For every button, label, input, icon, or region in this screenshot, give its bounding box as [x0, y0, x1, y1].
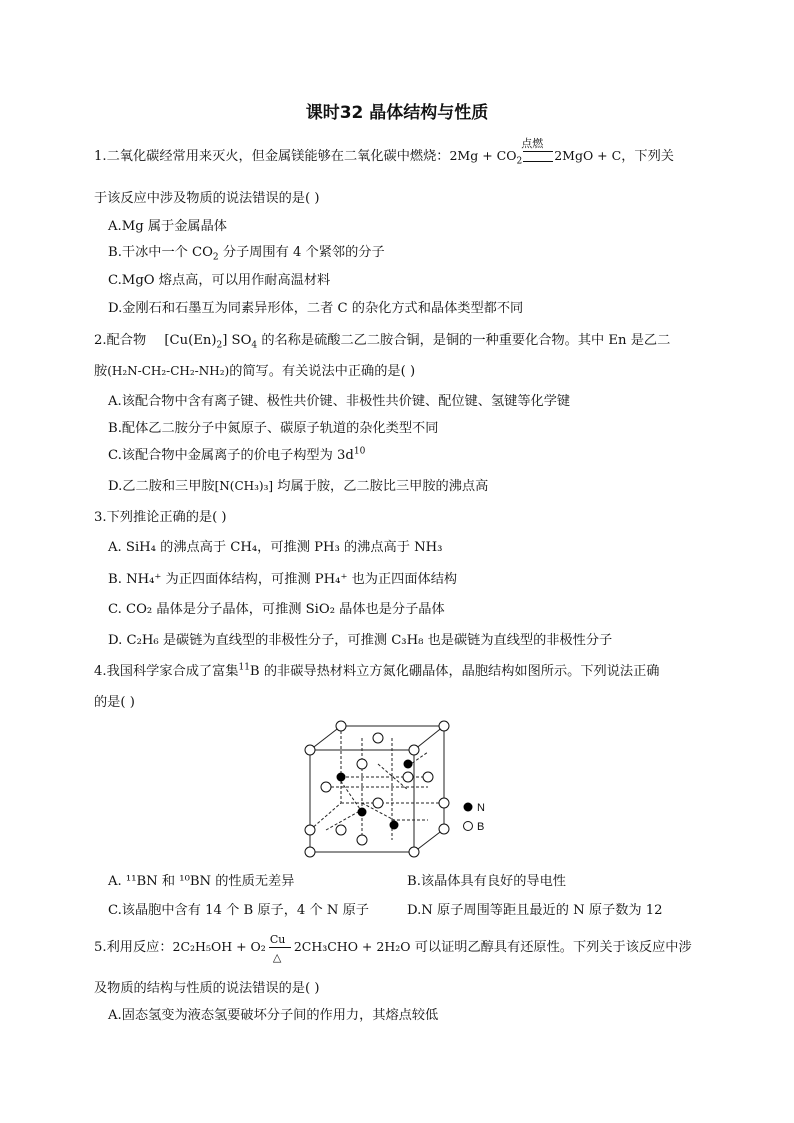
q2-complex-formula: $[Cu(En)_2]$ $SO_4$	[164, 333, 258, 351]
boron-atom	[439, 798, 449, 808]
nitrogen-atom	[358, 808, 367, 817]
page-title: 课时32 晶体结构与性质	[305, 103, 489, 123]
q1-stem	[94, 137, 674, 167]
q4-stem-line2: 的是( )	[94, 695, 135, 710]
boron-atom	[373, 733, 383, 743]
q5-equation: 2C₂H₅OH + O₂ Cu △ 2CH₃CHO + 2H₂O	[173, 939, 411, 954]
boron-nitride-unit-cell-diagram	[298, 712, 508, 862]
q2-option-b: B.配体乙二胺分子中氮原子、碳原子轨道的杂化类型不同	[108, 421, 439, 436]
boron-atom	[321, 782, 331, 792]
q1-option-d: D.金刚石和石墨互为同素异形体，二者 C 的杂化方式和晶体类型都不同	[108, 301, 524, 316]
q2-option-d: D.乙二胺和三甲胺[N(CH₃)₃] 均属于胺，乙二胺比三甲胺的沸点高	[108, 479, 489, 494]
reaction-arrow-icon	[521, 137, 553, 162]
q3-stem: 3.下列推论正确的是( )	[94, 510, 227, 525]
boron-atom	[336, 825, 346, 835]
q2-ethylenediamine-formula: (H₂N-CH₂-CH₂-NH₂)	[107, 364, 230, 378]
boron-atom	[336, 721, 346, 731]
boron-atom	[357, 759, 367, 769]
legend-n-symbol	[464, 803, 473, 812]
boron-atom	[403, 772, 413, 782]
q5-stem: 5.利用反应：2C₂H₅OH + O₂ Cu △ 2CH₃CHO + 2H₂O 可以证明乙醇具有还原性。下列关于该反应中涉	[94, 938, 692, 957]
cell-edge	[414, 726, 444, 750]
q1-equation: $2Mg + CO_2$ 点燃 2MgO + C	[449, 137, 622, 167]
q3-option-b: B. NH₄⁺ 为正四面体结构，可推测 PH₄⁺ 也为正四面体结构	[108, 572, 458, 587]
q1-prefix: 1.二氧化碳经常用来灭火，但金属镁能够在二氧化碳中燃烧：	[94, 149, 450, 164]
reaction-condition: 点燃	[521, 137, 544, 150]
q5-stem-line2: 及物质的结构与性质的说法错误的是( )	[94, 981, 320, 996]
q3-option-c: C. CO₂ 晶体是分子晶体，可推测 SiO₂ 晶体也是分子晶体	[108, 602, 445, 617]
cell-edge	[310, 726, 341, 750]
q2-option-c: C.该配合物中金属离子的价电子构型为 $3d^{10}$	[108, 446, 366, 463]
q1-option-c: C.MgO 熔点高，可以用作耐高温材料	[108, 273, 331, 288]
nitrogen-atom	[337, 773, 346, 782]
q4-stem: 4.我国科学家合成了富集$^{11}$B 的非碳导热材料立方氮化硼晶体，晶胞结构如图所示。下列说法正确	[94, 662, 660, 679]
q2-stem: 2.配合物 $[Cu(En)_2]$ $SO_4$ 的名称是硫酸二乙二胺合铜，是铜的一种重要化合物。其中 En 是乙二	[94, 333, 671, 351]
boron-atom	[305, 825, 315, 835]
boron-atom	[409, 745, 419, 755]
boron-atom	[439, 721, 449, 731]
heat-symbol: △	[272, 951, 282, 964]
catalyst-label: Cu	[269, 933, 286, 946]
boron-atom	[373, 798, 383, 808]
boron-atom	[409, 847, 419, 857]
q2-stem-line2: 胺(H₂N-CH₂-CH₂-NH₂)的简写。有关说法中正确的是( )	[94, 364, 416, 379]
nitrogen-atom	[404, 760, 413, 769]
boron-atoms	[305, 721, 449, 857]
q4-option-c: C.该晶胞中含有 14 个 B 原子，4 个 N 原子	[108, 903, 369, 918]
q1-option-a: A.Mg 属于金属晶体	[108, 219, 227, 234]
reaction-arrow-icon	[269, 933, 291, 964]
q4-option-a: A. ¹¹BN 和 ¹⁰BN 的性质无差异	[108, 874, 295, 889]
q4-option-d: D.N 原子周围等距且最近的 N 原子数为 12	[407, 903, 663, 918]
legend-n-label: N	[477, 802, 485, 814]
q3-option-d: D. C₂H₆ 是碳链为直线型的非极性分子，可推测 C₃H₈ 也是碳链为直线型的非极性分子	[108, 633, 613, 648]
q5-option-a: A.固态氢变为液态氢要破坏分子间的作用力，其熔点较低	[108, 1008, 439, 1023]
boron-atom	[305, 745, 315, 755]
q1-suffix: ，下列关	[621, 149, 674, 164]
legend-b-symbol	[464, 822, 473, 831]
q1-option-b: B.干冰中一个 $CO_2$ 分子周围有 4 个紧邻的分子	[108, 245, 385, 263]
boron-atom	[305, 847, 315, 857]
boron-atom	[357, 835, 367, 845]
q2-option-a: A.该配合物中含有离子键、极性共价键、非极性共价键、配位键、氢键等化学键	[108, 394, 571, 409]
q3-option-a: A. SiH₄ 的沸点高于 CH₄，可推测 PH₃ 的沸点高于 NH₃	[108, 540, 443, 555]
nitrogen-atom	[390, 821, 399, 830]
q1-stem-line2: 于该反应中涉及物质的说法错误的是( )	[94, 191, 320, 206]
nitrogen-atoms	[337, 760, 413, 830]
q4-option-b: B.该晶体具有良好的导电性	[407, 874, 566, 889]
cell-edge	[414, 829, 444, 852]
legend-b-label: B	[477, 821, 485, 833]
boron-atom	[439, 824, 449, 834]
boron-atom	[423, 772, 433, 782]
